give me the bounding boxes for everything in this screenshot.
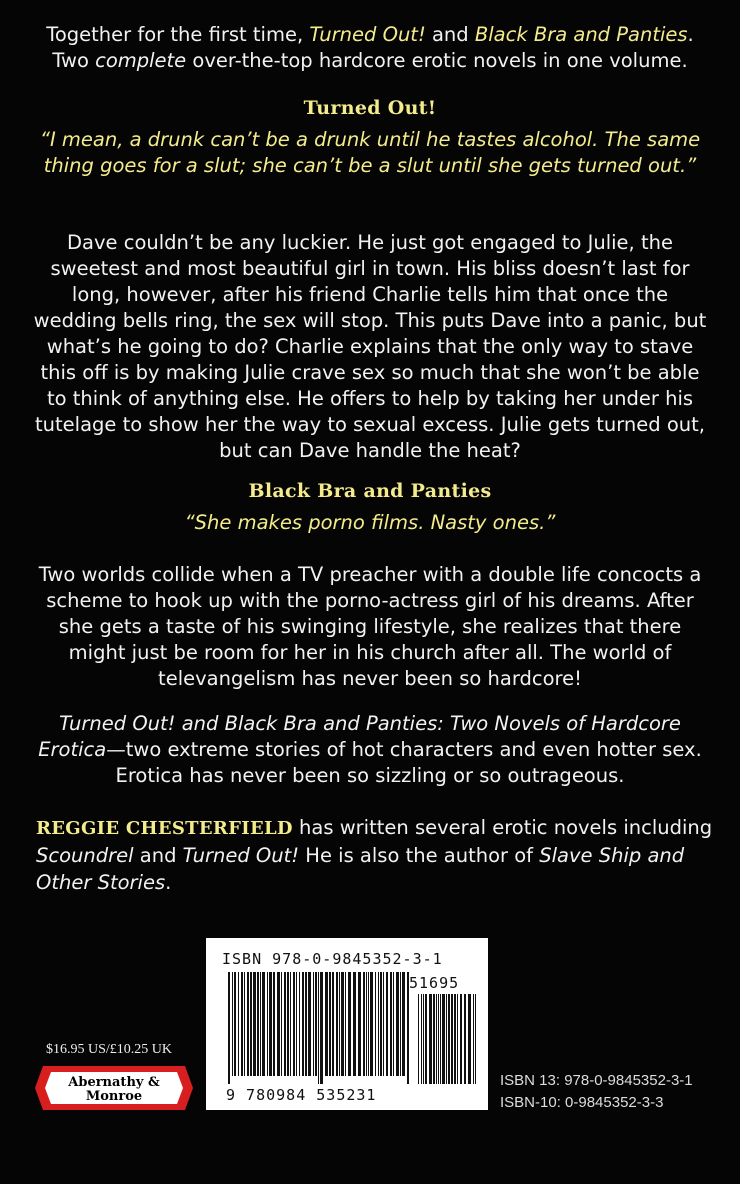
barcode-bar (287, 972, 289, 1076)
barcode-bar (380, 972, 382, 1076)
barcode-bar (296, 972, 297, 1076)
barcode-addon-bar (457, 994, 458, 1084)
barcode-bar (383, 972, 384, 1076)
barcode-addon-bar (475, 994, 476, 1084)
barcode-bar (244, 972, 245, 1076)
intro-line1-text: Together for the first time, (46, 23, 310, 46)
barcode-addon-bar (418, 994, 419, 1084)
barcode-bar (262, 972, 265, 1076)
barcode-bar (269, 972, 272, 1076)
barcode-addon-bar (442, 994, 445, 1084)
publisher-line2: Monroe (85, 1089, 143, 1104)
author-text-4: . (165, 871, 172, 894)
barcode-addon-bar (448, 994, 450, 1084)
price-label: $16.95 US/£10.25 UK (46, 1042, 173, 1057)
barcode-bar (313, 972, 314, 1076)
barcode-addon-bar (438, 994, 439, 1084)
intro-text (20, 22, 720, 74)
barcode-bar (353, 972, 356, 1076)
author-book-slave-ship: Slave Ship and Other Stories (36, 844, 685, 894)
intro-title-turned-out: Turned Out! (309, 23, 426, 46)
barcode-addon-bar (468, 994, 471, 1084)
barcode-bar (228, 972, 230, 1084)
publisher-logo-badge (33, 1064, 195, 1112)
barcode-bar (305, 972, 307, 1076)
barcode-bar (241, 972, 243, 1076)
barcode-bar (232, 972, 233, 1076)
barcode-bar (267, 972, 268, 1076)
author-book-scoundrel: Scoundrel (36, 844, 134, 867)
barcode-bar (402, 972, 405, 1076)
barcode-bar (308, 972, 311, 1076)
barcode-addon-bar (464, 994, 466, 1084)
barcode-bar (284, 972, 286, 1076)
barcode-bar (339, 972, 340, 1076)
barcode-isbn-text: ISBN 978-0-9845352-3-1 (222, 950, 443, 968)
intro-and-text: and (425, 23, 475, 46)
barcode-bar (386, 972, 388, 1076)
author-book-turned-out: Turned Out! (182, 844, 300, 867)
barcode-addon-bar (451, 994, 453, 1084)
barcode-addon-bar (436, 994, 437, 1084)
intro-line2-end: over-the-top hardcore erotic novels in one volume. (186, 49, 688, 72)
author-name: REGGIE CHESTERFIELD (36, 818, 293, 839)
author-text-1: has written several erotic novels including (292, 816, 713, 839)
barcode-bar (299, 972, 300, 1076)
barcode-bar (247, 972, 249, 1076)
book1-blurb: Dave couldn’t be any luckier. He just got engaged to Julie, the sweetest and most beautiful girl in town. His bliss doesn’t last for long, however, after his friend Charlie tells him that once the wedding bells ring, the sex will stop. This puts Dave into a panic, but what’s he going to do? Charlie explains that the only way to stave this off is by making Julie crave sex so much that she won’t be able to think of anything else. He offers to help by taking her under his tutelage to show her the way to sexual excess. Julie gets turned out, but can Dave handle the heat? (33, 231, 707, 462)
barcode-bar (253, 972, 256, 1076)
barcode-bar (260, 972, 261, 1076)
barcode-bar (281, 972, 282, 1076)
barcode-bar (396, 972, 399, 1076)
book1-title: Turned Out! (303, 97, 437, 119)
barcode-addon-bar (446, 994, 447, 1084)
barcode-bar (315, 972, 317, 1076)
barcode-bar (293, 972, 295, 1076)
barcode-addon-bar (425, 994, 427, 1084)
barcode-addon-bar (423, 994, 424, 1084)
barcode-bar (290, 972, 291, 1076)
barcode-bar (368, 972, 369, 1076)
barcode-bar (358, 972, 361, 1076)
barcode-bar (332, 972, 334, 1076)
barcode-bar (370, 972, 373, 1076)
isbn13-label: ISBN 13: 978-0-9845352-3-1 (500, 1072, 693, 1089)
barcode-bar (277, 972, 280, 1076)
intro-line2-start: Two (52, 49, 96, 72)
barcode-addon-bar (421, 994, 422, 1084)
barcode-bar (234, 972, 236, 1076)
publisher-line1: Abernathy & (68, 1075, 160, 1090)
author-text-2: and (133, 844, 183, 867)
barcode-bar (257, 972, 259, 1076)
barcode-bar (329, 972, 331, 1076)
book2-blurb: Two worlds collide when a TV preacher with a double life concocts a scheme to hook up with the porno-actress girl of his dreams. After she gets a taste of his swinging lifestyle, she realizes that there might just be room for her in his church after all. The world of televangelism has never been so hardcore! (38, 563, 702, 690)
barcode-bars (228, 972, 478, 1086)
barcode-bar (318, 972, 319, 1084)
barcode-bar (250, 972, 252, 1076)
barcode-bar (363, 972, 365, 1076)
barcode-addon-bar (440, 994, 441, 1084)
barcode-addon-bar (473, 994, 474, 1084)
intro-title-black-bra: Black Bra and Panties (474, 23, 688, 46)
barcode-bar (302, 972, 304, 1076)
author-text-3: He is also the author of (299, 844, 540, 867)
barcode-bar (348, 972, 351, 1076)
barcode-bar (325, 972, 328, 1076)
barcode-bar (238, 972, 239, 1076)
barcode-bar (345, 972, 346, 1076)
barcode-panel (206, 938, 488, 1110)
book2-quote: “She makes porno films. Nasty ones.” (184, 511, 556, 534)
author-bio (36, 814, 726, 896)
barcode-bar (366, 972, 367, 1076)
intro-period: . (687, 23, 694, 46)
barcode-price-code: 51695 (409, 974, 460, 992)
barcode-bar (336, 972, 338, 1076)
barcode-bar (375, 972, 376, 1076)
barcode-bar (393, 972, 394, 1076)
barcode-bar (407, 972, 409, 1084)
barcode-addon-bar (454, 994, 456, 1084)
intro-complete-em: complete (95, 49, 187, 72)
barcode-bar (320, 972, 323, 1084)
barcode-bar (273, 972, 275, 1076)
barcode-ean-digits: 9 780984 535231 (226, 1086, 377, 1104)
summary-title: Turned Out! and Black Bra and Panties: Two Novels of Hardcore Erotica (38, 712, 681, 761)
book1-quote: “I mean, a drunk can’t be a drunk until he tastes alcohol. The same thing goes for a slut; she can’t be a slut until she gets turned out.” (39, 128, 701, 177)
barcode-bar (341, 972, 344, 1076)
book2-title: Black Bra and Panties (248, 480, 492, 502)
barcode-addon-bar (429, 994, 432, 1084)
barcode-addon-bar (460, 994, 462, 1084)
summary-text (34, 711, 706, 789)
barcode-bar (378, 972, 379, 1076)
barcode-addon-bar (433, 994, 435, 1084)
barcode-bar (390, 972, 392, 1076)
summary-rest: —two extreme stories of hot characters and even hotter sex. Erotica has never been so sizzling or so outrageous. (106, 738, 702, 787)
publisher-logo (33, 1064, 195, 1112)
isbn10-label: ISBN-10: 0-9845352-3-3 (500, 1094, 664, 1111)
barcode-bar (400, 972, 401, 1076)
